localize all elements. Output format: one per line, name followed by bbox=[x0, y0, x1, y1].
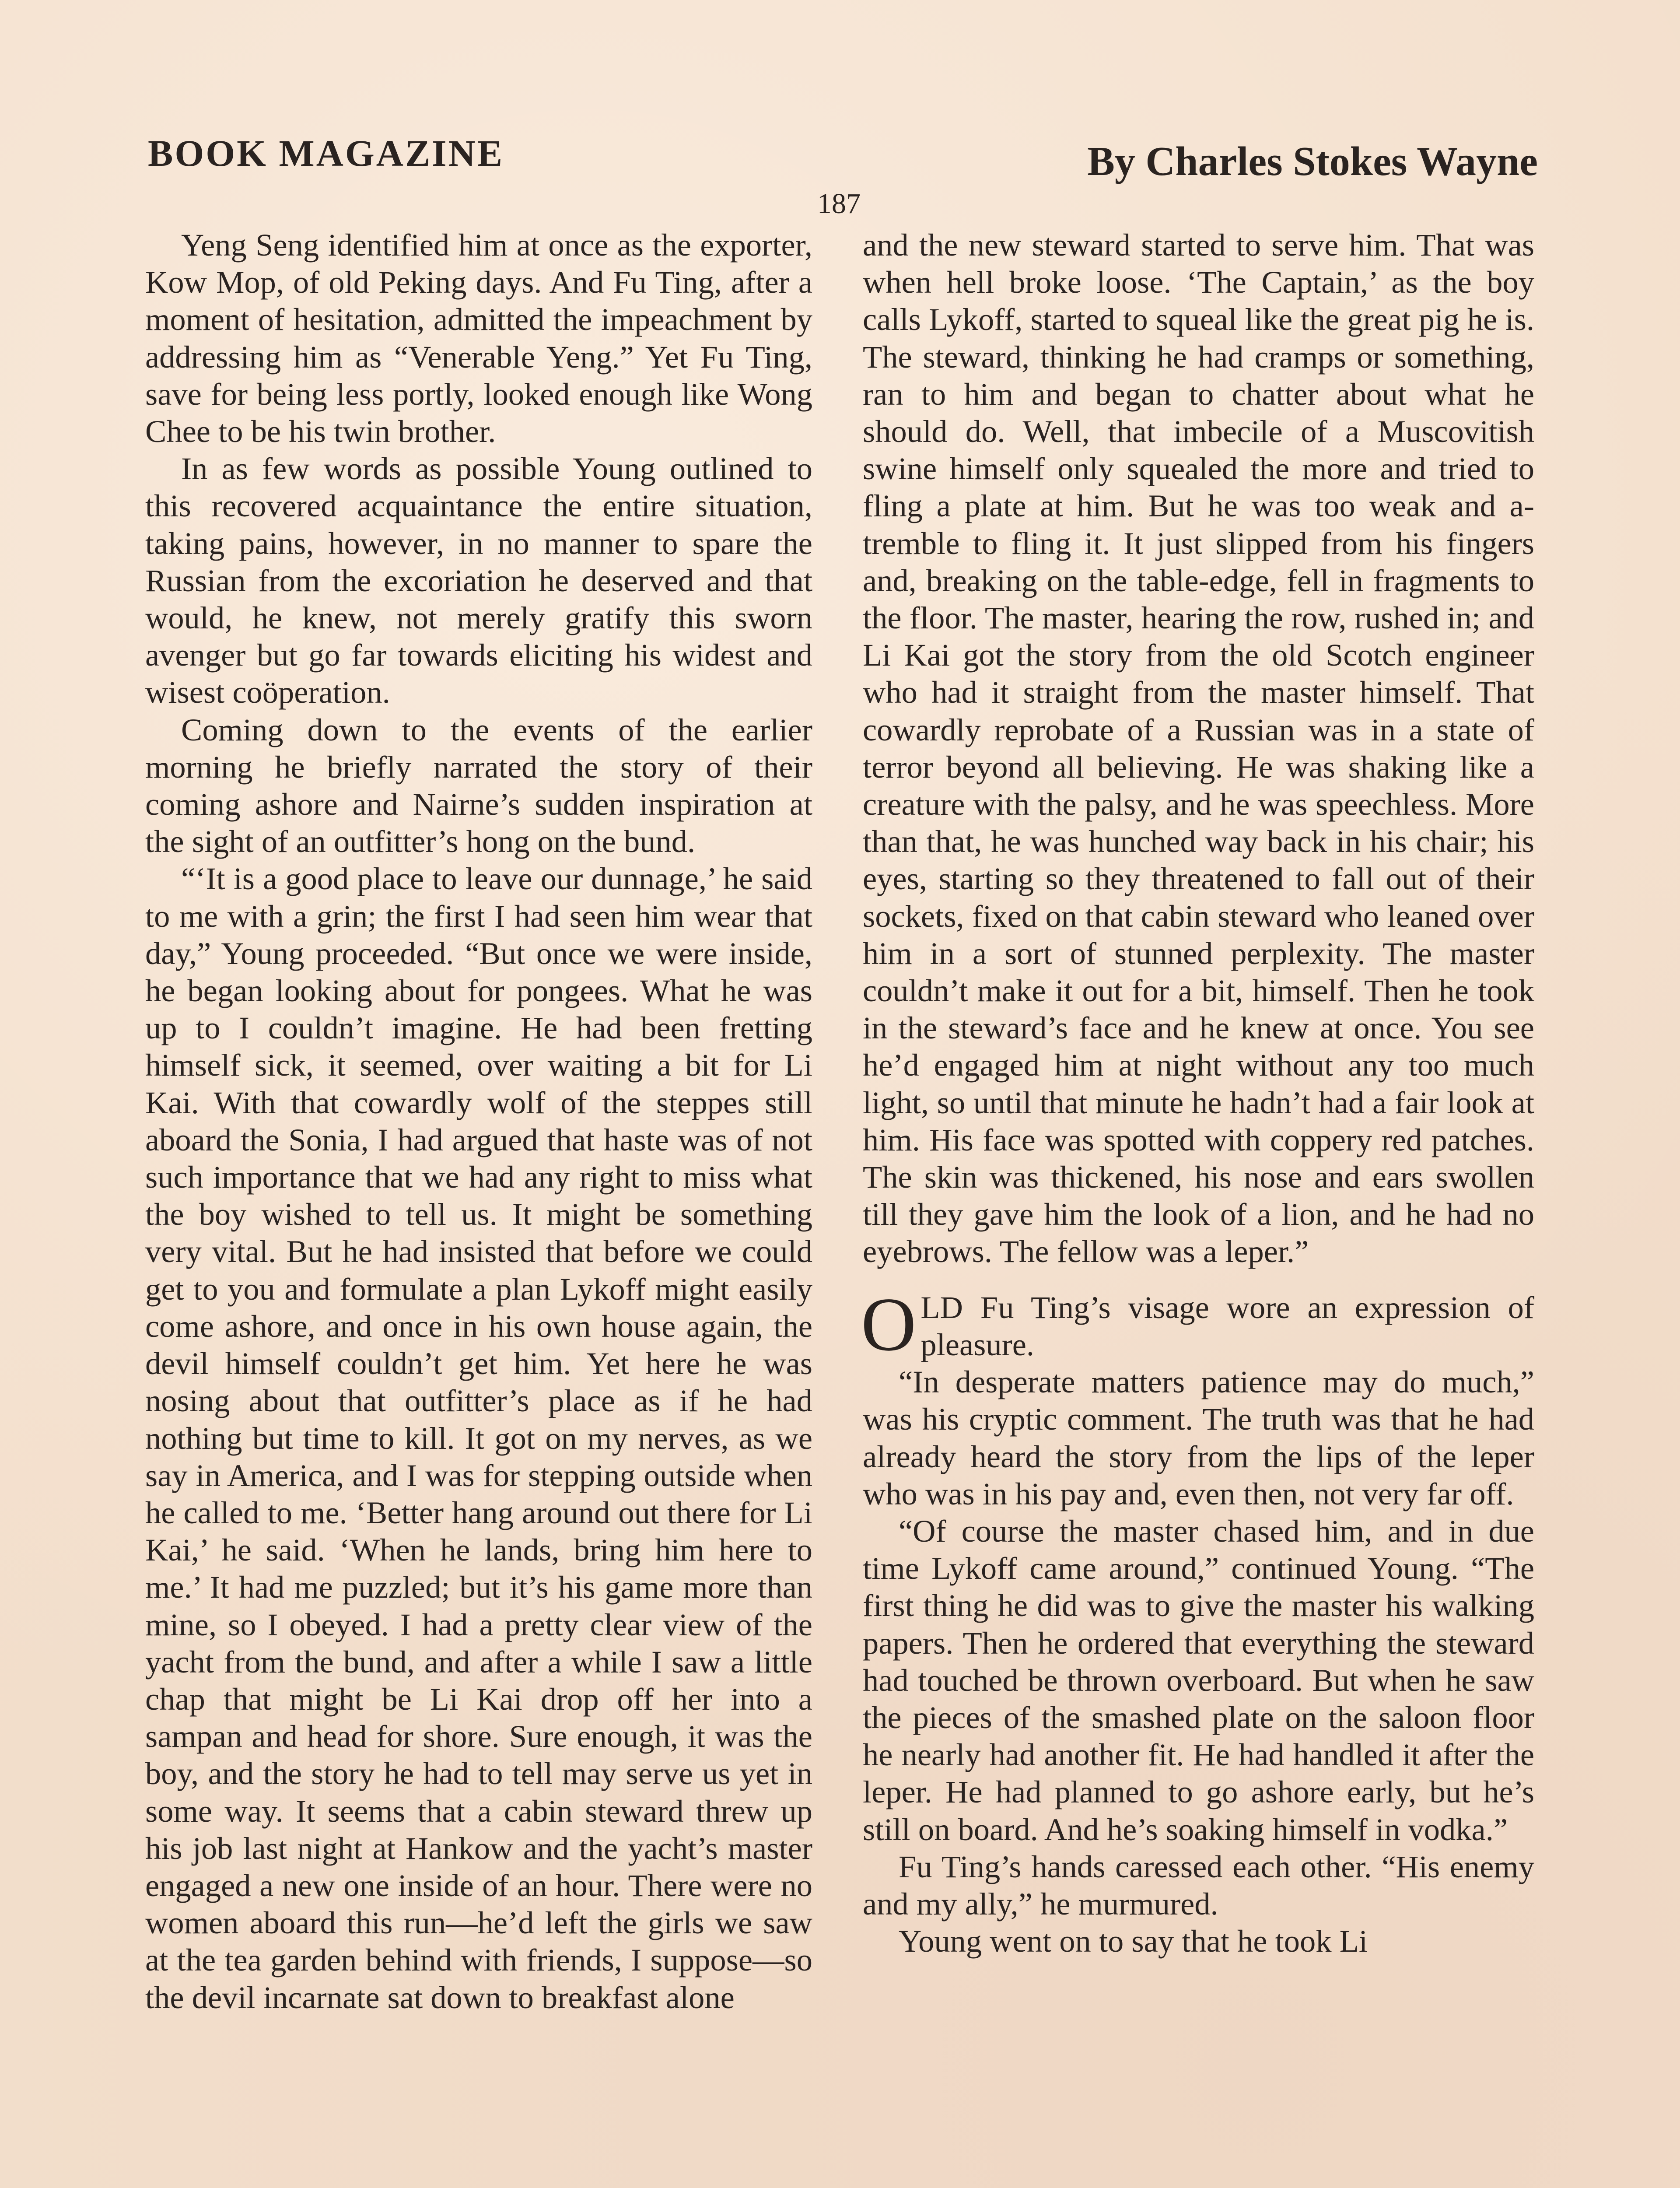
left-text-column bbox=[145, 226, 812, 2016]
paragraph: and the new steward started to serve him. That was when hell broke loose. ‘The Captain,’ as the boy calls Lykoff, started to squeal like the great pig he is. The steward, thinking he had cramps or something, ran to him and began to chatter about what he should do. Well, that imbecile of a Muscovitish swine himself only squealed the more and tried to fling a plate at him. But he was too weak and a-tremble to fling it. It just slipped from his fingers and, breaking on the table-edge, fell in fragments to the floor. The master, hearing the row, rushed in; and Li Kai got the story from the old Scotch engineer who had it straight from the master himself. That cowardly reprobate of a Russian was in a state of terror beyond all believing. He was shaking like a creature with the palsy, and he was speechless. More than that, he was hunched way back in his chair; his eyes, starting so they threatened to fall out of their sockets, fixed on that cabin steward who leaned over him in a sort of stunned perplexity. The master couldn’t make it out for a bit, himself. Then he took in the steward’s face and he knew at once. You see he’d engaged him at night without any too much light, so until that minute he hadn’t had a fair look at him. His face was spotted with coppery red patches. The skin was thickened, his nose and ears swollen till they gave him the look of a lion, and he had no eyebrows. The fellow was a leper.” bbox=[863, 227, 1534, 1269]
paragraph: “‘It is a good place to leave our dunnage,’ he said to me with a grin; the first I had seen him wear that day,” Young proceeded. “But once we were inside, he began looking about for pongees. What he was up to I couldn’t imagine. He had been fretting himself sick, it seemed, over waiting a bit for Li Kai. With that cowardly wolf of the steppes still aboard the Sonia, I had argued that haste was of not such importance that we had any right to miss what the boy wished to tell us. It might be something very vital. But he had insisted that before we could get to you and formulate a plan Lykoff might easily come ashore, and once in his own house again, the devil himself couldn’t get him. Yet here he was nosing about that outfitter’s place as if he had nothing but time to kill. It got on my nerves, as we say in America, and I was for stepping outside when he called to me. ‘Better hang around out there for Li Kai,’ he said. ‘When he lands, bring him here to me.’ It had me puzzled; but it’s his game more than mine, so I obeyed. I had a pretty clear view of the yacht from the bund, and after a while I saw a little chap that might be Li Kai drop off her into a sampan and head for shore. Sure enough, it was the boy, and the story he had to tell may serve us yet in some way. It seems that a cabin steward threw up his job last night at Hankow and the yacht’s master engaged a new one inside of an hour. There were no women aboard this run—he’d left the girls we saw at the tea garden behind with friends, I suppose—so the devil incarnate sat down to breakfast alone bbox=[145, 861, 812, 2015]
drop-cap: O bbox=[861, 1281, 917, 1367]
running-head-magazine-title: BOOK MAGAZINE bbox=[148, 132, 504, 174]
paragraph: Fu Ting’s hands caressed each other. “His enemy and my ally,” he murmured. bbox=[863, 1848, 1534, 1922]
paragraph: In as few words as possible Young outlined to this recovered acquaintance the entire situation, taking pains, however, in no manner to spare the Russian from the excoriation he deserved and that would, he knew, not merely gratify this sworn avenger but go far towards eliciting his widest and wisest coöperation. bbox=[145, 451, 812, 710]
right-text-column bbox=[863, 226, 1534, 1960]
running-head-author: By Charles Stokes Wayne bbox=[1087, 139, 1538, 184]
paragraph: Coming down to the events of the earlier morning he briefly narrated the story of their coming ashore and Nairne’s sudden inspiration at the sight of an outfitter’s hong on the bund. bbox=[145, 712, 812, 859]
paragraph-text: LD Fu Ting’s visage wore an expression of pleasure. bbox=[920, 1289, 1534, 1362]
paragraph: Yeng Seng identified him at once as the exporter, Kow Mop, of old Peking days. And Fu Ting, after a moment of hesitation, admitted the impeachment by addressing him as “Venerable Yeng.” Yet Fu Ting, save for being less portly, looked enough like Wong Chee to be his twin brother. bbox=[145, 227, 812, 449]
paragraph: “In desperate matters patience may do much,” was his cryptic comment. The truth was that he had already heard the story from the lips of the leper who was in his pay and, even then, not very far off. bbox=[863, 1364, 1534, 1511]
section-start-paragraph bbox=[861, 1281, 1534, 1367]
paragraph: Young went on to say that he took Li bbox=[899, 1923, 1368, 1959]
paragraph: “Of course the master chased him, and in due time Lykoff came around,” continued Young. “The first thing he did was to give the master his walking papers. Then he ordered that everything the steward had touched be thrown overboard. But when he saw the pieces of the smashed plate on the saloon floor he nearly had another fit. He had handled it after the leper. He had planned to go ashore early, but he’s still on board. And he’s soaking himself in vodka.” bbox=[863, 1513, 1534, 1847]
page-number: 187 bbox=[817, 188, 861, 220]
